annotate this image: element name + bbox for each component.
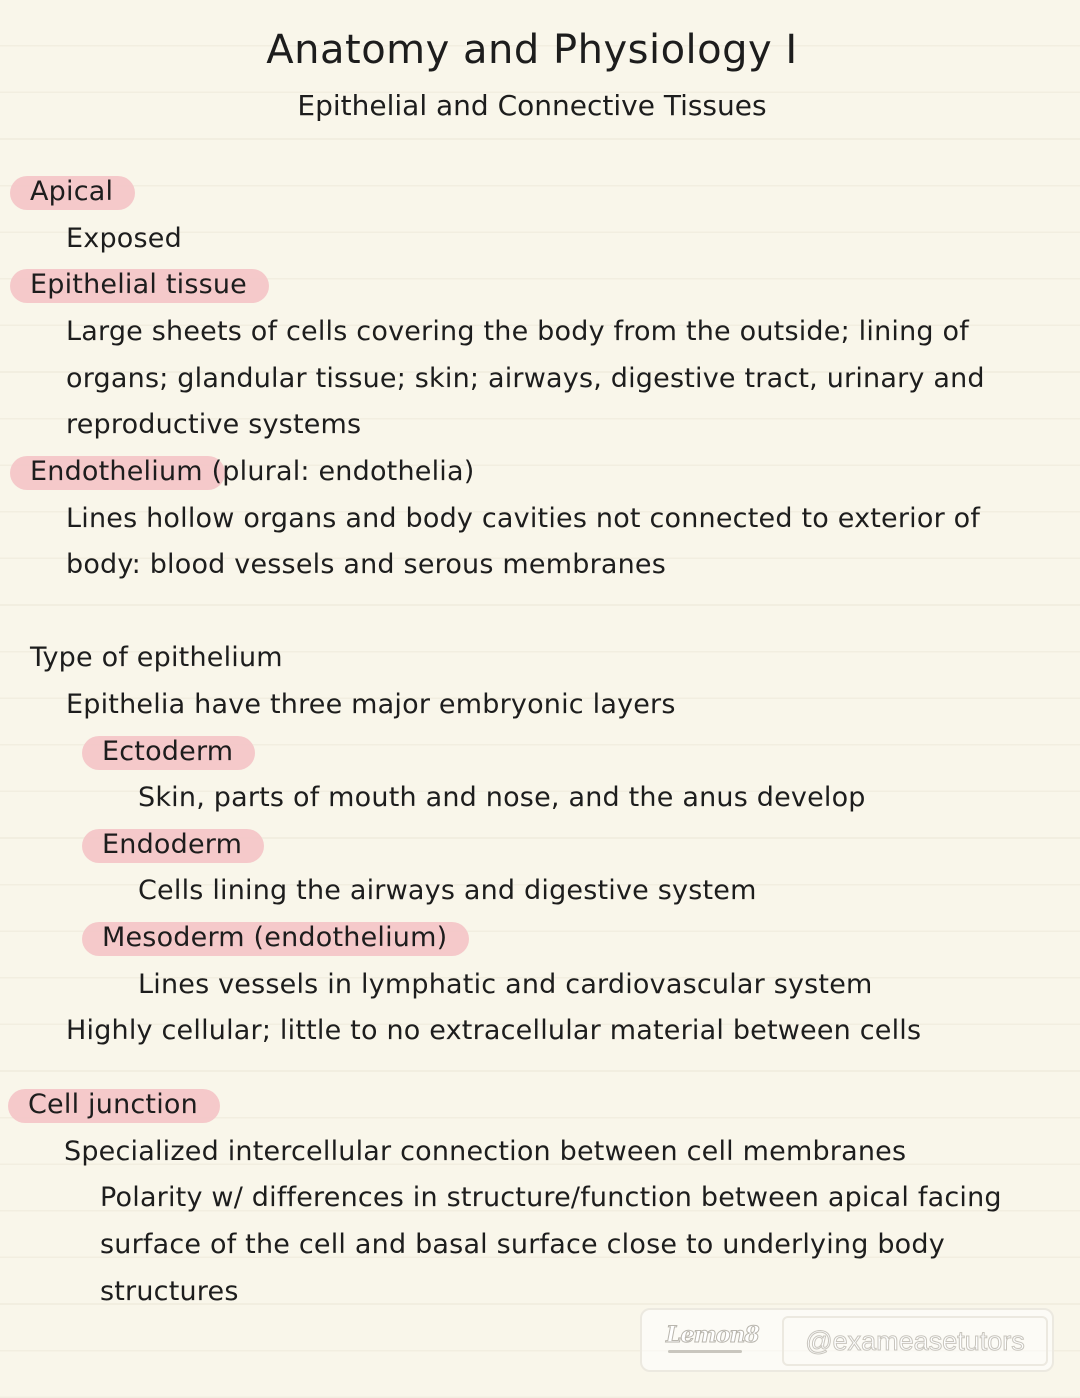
highlighted-term: Endothelium (30, 452, 203, 492)
highlighted-term: Ectoderm (102, 732, 233, 772)
highlighted-term: Cell junction (28, 1085, 198, 1125)
detail-line: structures (100, 1276, 239, 1307)
description-mesoderm: Lines vessels in lymphatic and cardiovascular system (138, 969, 873, 1000)
highlighted-term: Epithelial tissue (30, 265, 247, 305)
term-apical (30, 172, 113, 212)
epithelium-intro: Epithelia have three major embryonic layers (66, 689, 676, 720)
definition-apical: Exposed (66, 223, 182, 254)
page-subtitle: Epithelial and Connective Tissues (297, 89, 767, 122)
term-endoderm (102, 825, 242, 865)
watermark (640, 1308, 1054, 1372)
page-title: Anatomy and Physiology I (266, 27, 798, 73)
heading-type-of-epithelium: Type of epithelium (30, 642, 283, 673)
detail-line: Polarity w/ differences in structure/function between apical facing (100, 1182, 1002, 1213)
logo-underline (668, 1350, 742, 1353)
definition-line: body: blood vessels and serous membranes (66, 549, 667, 580)
term-epithelial-tissue (30, 265, 247, 305)
definition-line: Large sheets of cells covering the body from the outside; lining of (66, 316, 969, 347)
description-endoderm: Cells lining the airways and digestive system (138, 875, 757, 906)
lemon8-logo: Lemon8 (666, 1322, 759, 1348)
epithelium-summary: Highly cellular; little to no extracellular material between cells (66, 1015, 922, 1046)
highlighted-term: Mesoderm (endothelium) (102, 918, 447, 958)
definition-line: reproductive systems (66, 409, 362, 440)
term-endothelium (30, 452, 474, 492)
definition-line: Lines hollow organs and body cavities not connected to exterior of (66, 503, 981, 534)
term-cell-junction (28, 1085, 198, 1125)
highlighted-term: Apical (30, 172, 113, 212)
term-ectoderm (102, 732, 233, 772)
term-note: (plural: endothelia) (211, 456, 475, 487)
highlighted-term: Endoderm (102, 825, 242, 865)
definition-cell-junction: Specialized intercellular connection between cell membranes (64, 1136, 907, 1167)
detail-line: surface of the cell and basal surface close to underlying body (100, 1229, 945, 1260)
definition-line: organs; glandular tissue; skin; airways, digestive tract, urinary and (66, 363, 985, 394)
watermark-handle: @exameasetutors (782, 1316, 1048, 1366)
term-mesoderm (102, 918, 447, 958)
description-ectoderm: Skin, parts of mouth and nose, and the anus develop (138, 782, 866, 813)
